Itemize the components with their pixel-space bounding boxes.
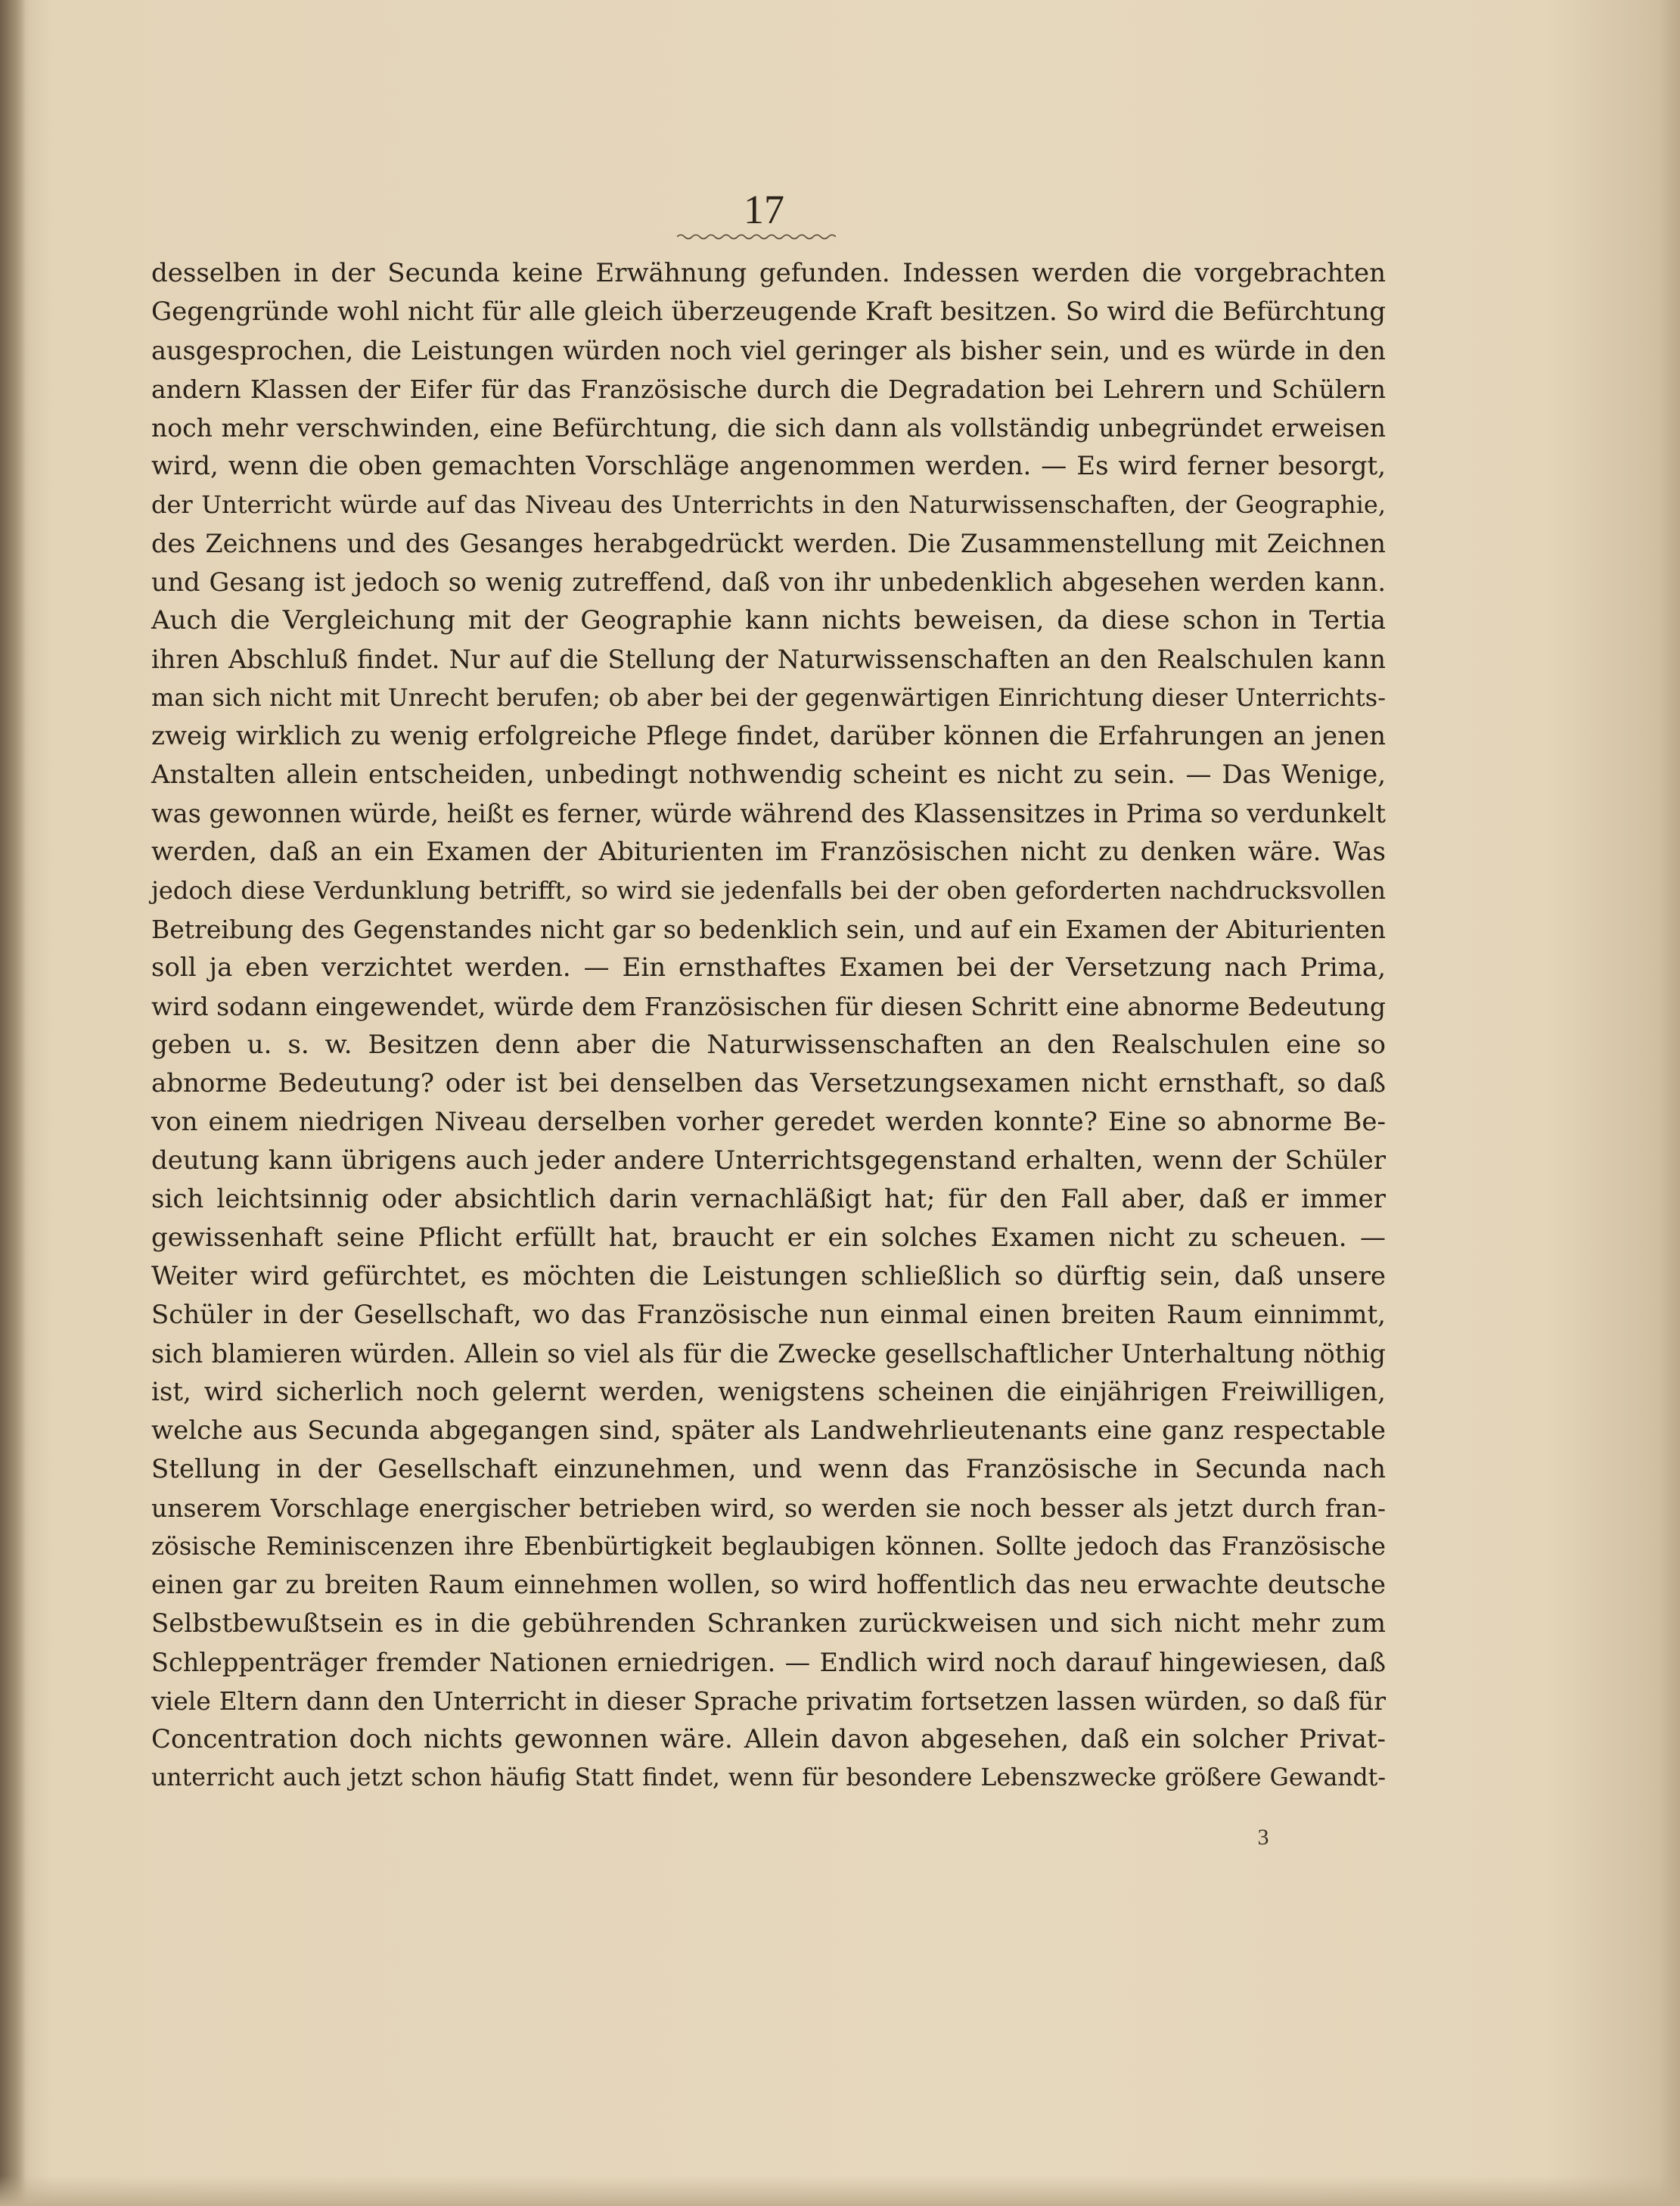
text-line: Anstalten allein entscheiden, unbedingt nothwendig scheint es nicht zu sein. — Das Wenige,: [151, 760, 1386, 790]
text-line: wird, wenn die oben gemachten Vorschläge angenommen werden. — Es wird ferner besorgt,: [151, 451, 1386, 481]
text-line: soll ja eben verzichtet werden. — Ein ernsthaftes Examen bei der Versetzung nach Prima,: [151, 952, 1386, 983]
book-gutter-shadow: [0, 0, 26, 2206]
text-line: Betreibung des Gegenstandes nicht gar so bedenklich sein, und auf ein Examen der Abiturienten: [151, 915, 1386, 944]
text-line: gewissenhaft seine Pflicht erfüllt hat, braucht er ein solches Examen nicht zu scheuen. —: [151, 1223, 1386, 1253]
text-line: unserem Vorschlage energischer betrieben wird, so werden sie noch besser als jetzt durch fran-: [151, 1493, 1386, 1523]
text-line: man sich nicht mit Unrecht berufen; ob aber bei der gegenwärtigen Einrichtung dieser Unterrichts-: [151, 683, 1386, 712]
text-line: geben u. s. w. Besitzen denn aber die Naturwissenschaften an den Realschulen eine so: [151, 1030, 1386, 1060]
text-line: der Unterricht würde auf das Niveau des Unterrichts in den Naturwissenschaften, der Geographie,: [151, 490, 1386, 519]
text-line: welche aus Secunda abgegangen sind, später als Landwehrlieutenants eine ganz respectable: [151, 1415, 1386, 1446]
text-line: sich leichtsinnig oder absichtlich darin vernachläßigt hat; für den Fall aber, daß er immer: [151, 1184, 1386, 1214]
text-line: des Zeichnens und des Gesanges herabgedrückt werden. Die Zusammenstellung mit Zeichnen: [151, 529, 1386, 558]
page-bottom-shadow: [0, 2176, 1680, 2206]
body-text: [151, 254, 1386, 1797]
text-line: desselben in der Secunda keine Erwähnung gefunden. Indessen werden die vorgebrachten: [151, 258, 1386, 288]
text-line: Schleppenträger fremder Nationen erniedrigen. — Endlich wird noch darauf hingewiesen, daß: [151, 1648, 1386, 1677]
text-line: Concentration doch nichts gewonnen wäre. Allein davon abgesehen, daß ein solcher Privat-: [151, 1724, 1386, 1754]
text-line: was gewonnen würde, heißt es ferner, würde während des Klassensitzes in Prima so verdunkelt: [151, 799, 1386, 828]
text-line: sich blamieren würden. Allein so viel als für die Zwecke gesellschaftlicher Unterhaltung nöthig: [151, 1339, 1386, 1369]
text-line: zösische Reminiscenzen ihre Ebenbürtigkeit beglaubigen können. Sollte jedoch das Französische: [151, 1532, 1386, 1561]
text-line: unterricht auch jetzt schon häufig Statt findet, wenn für besondere Lebenszwecke größere Gewandt-: [151, 1764, 1386, 1791]
text-line: noch mehr verschwinden, eine Befürchtung, die sich dann als vollständig unbegründet erweisen: [151, 413, 1386, 443]
text-line: viele Eltern dann den Unterricht in dieser Sprache privatim fortsetzen lassen würden, so daß für: [151, 1686, 1386, 1716]
text-line: Selbstbewußtsein es in die gebührenden Schranken zurückweisen und sich nicht mehr zum: [151, 1608, 1386, 1639]
page-number: 17: [744, 187, 784, 232]
page-edge-shadow: [1659, 0, 1680, 2206]
signature-mark: 3: [1257, 1825, 1269, 1850]
text-line: ist, wird sicherlich noch gelernt werden, wenigstens scheinen die einjährigen Freiwilligen,: [151, 1377, 1386, 1407]
text-line: zweig wirklich zu wenig erfolgreiche Pflege findet, darüber können die Erfahrungen an jenen: [151, 721, 1386, 751]
text-line: Weiter wird gefürchtet, es möchten die Leistungen schließlich so dürftig sein, daß unsere: [151, 1261, 1386, 1291]
text-line: ihren Abschluß findet. Nur auf die Stellung der Naturwissenschaften an den Realschulen kann: [151, 645, 1386, 674]
text-line: Stellung in der Gesellschaft einzunehmen, und wenn das Französische in Secunda nach: [151, 1454, 1386, 1484]
text-line: Auch die Vergleichung mit der Geographie kann nichts beweisen, da diese schon in Tertia: [151, 605, 1386, 635]
text-line: deutung kann übrigens auch jeder andere Unterrichtsgegenstand erhalten, wenn der Schüler: [151, 1145, 1386, 1176]
text-line: werden, daß an ein Examen der Abiturienten im Französischen nicht zu denken wäre. Was: [151, 837, 1386, 867]
text-line: Gegengründe wohl nicht für alle gleich überzeugende Kraft besitzen. So wird die Befürchtung: [151, 297, 1386, 327]
text-line: ausgesprochen, die Leistungen würden noch viel geringer als bisher sein, und es würde in den: [151, 336, 1386, 365]
text-line: einen gar zu breiten Raum einnehmen wollen, so wird hoffentlich das neu erwachte deutsche: [151, 1570, 1386, 1600]
text-line: jedoch diese Verdunklung betrifft, so wird sie jedenfalls bei der oben geforderten nachdrucksvollen: [151, 876, 1386, 905]
text-line: und Gesang ist jedoch so wenig zutreffend, daß von ihr unbedenklich abgesehen werden kann.: [151, 567, 1386, 597]
text-line: wird sodann eingewendet, würde dem Französischen für diesen Schritt eine abnorme Bedeutung: [151, 992, 1386, 1021]
text-line: von einem niedrigen Niveau derselben vorher geredet werden konnte? Eine so abnorme Be-: [151, 1107, 1386, 1137]
text-line: Schüler in der Gesellschaft, wo das Französische nun einmal einen breiten Raum einnimmt,: [151, 1300, 1386, 1330]
text-line: abnorme Bedeutung? oder ist bei denselben das Versetzungsexamen nicht ernsthaft, so daß: [151, 1068, 1386, 1098]
wavy-rule-ornament: [677, 231, 836, 242]
text-line: andern Klassen der Eifer für das Französische durch die Degradation bei Lehrern und Schülern: [151, 374, 1386, 404]
